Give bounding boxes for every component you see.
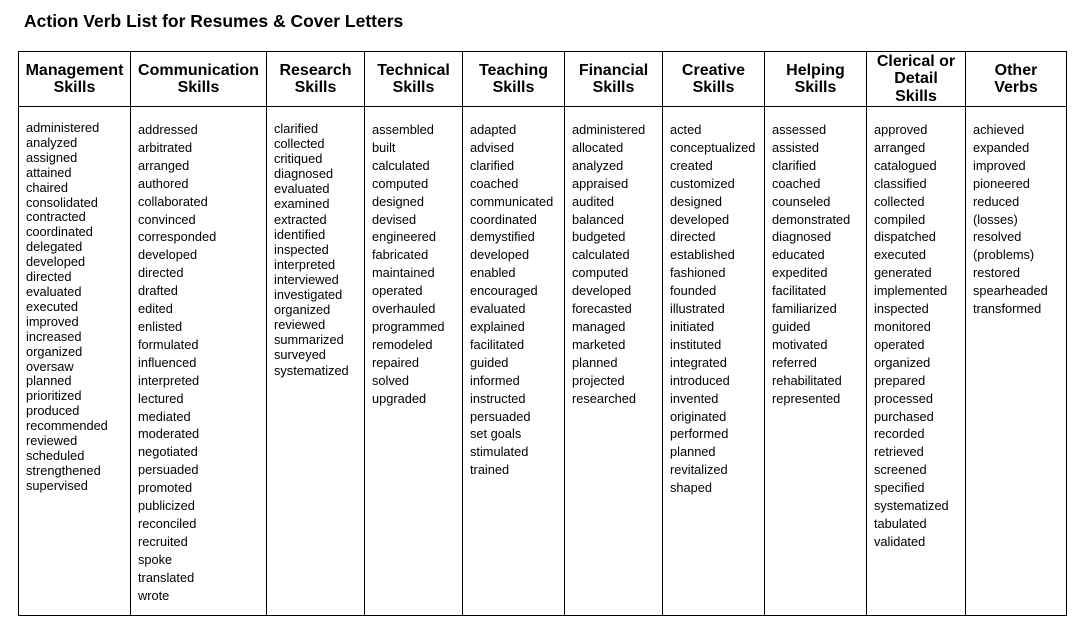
column-header-teaching	[463, 52, 565, 107]
header-line: Skills	[895, 87, 937, 105]
verb-item: performed	[670, 426, 729, 442]
verb-item: supervised	[26, 477, 88, 493]
verb-item: dispatched	[874, 229, 936, 245]
verb-item: integrated	[670, 354, 727, 370]
verb-list-helping	[765, 107, 866, 408]
verb-item: attained	[26, 164, 72, 180]
verb-item: negotiated	[138, 444, 198, 460]
verb-item: surveyed	[274, 347, 326, 363]
verb-item: facilitated	[772, 283, 827, 299]
verb-item: addressed	[138, 122, 198, 137]
header-line: Communication	[138, 61, 259, 79]
verb-item: tabulated	[874, 515, 927, 531]
verb-item: demystified	[470, 229, 535, 245]
header-line: Verbs	[994, 79, 1038, 96]
verb-item: fabricated	[372, 247, 429, 263]
verb-item: researched	[572, 390, 637, 406]
verb-item: assembled	[372, 122, 434, 137]
verb-item: operated	[874, 336, 925, 352]
verb-item: reconciled	[138, 515, 197, 531]
verb-item: founded	[670, 283, 717, 299]
verb-item: reviewed	[274, 317, 326, 333]
verb-item: strengthened	[26, 462, 101, 478]
verb-item: instructed	[470, 390, 526, 406]
column-header-other	[966, 52, 1067, 107]
verb-item: purchased	[874, 408, 934, 424]
verb-item: collected	[874, 193, 925, 209]
verb-item: approved	[874, 122, 928, 137]
verb-item: edited	[138, 301, 173, 317]
verb-item: corresponded	[138, 229, 217, 245]
header-line: Research	[279, 61, 352, 79]
verb-item: created	[670, 157, 713, 173]
verb-item: interpreted	[274, 256, 336, 272]
verb-item: maintained	[372, 265, 435, 281]
verb-item: referred	[772, 354, 817, 370]
verb-item: developed	[26, 254, 86, 270]
verb-item: interviewed	[274, 271, 339, 287]
verb-item: initiated	[670, 318, 715, 334]
verb-item: (problems)	[973, 247, 1035, 263]
header-line: Management	[25, 61, 124, 79]
verb-item: administered	[26, 120, 100, 135]
verb-item: evaluated	[26, 283, 82, 299]
verb-item: forecasted	[572, 301, 632, 317]
verb-item: encouraged	[470, 283, 538, 299]
verb-item: programmed	[372, 318, 445, 334]
verb-item: oversaw	[26, 358, 74, 374]
verb-item: collaborated	[138, 193, 208, 209]
column-header-creative	[663, 52, 765, 107]
verb-item: reduced	[973, 193, 1020, 209]
verb-item: translated	[138, 569, 195, 585]
verb-item: inspected	[874, 301, 929, 317]
verb-item: enlisted	[138, 318, 183, 334]
column-header-research	[267, 52, 365, 107]
verb-item: improved	[973, 157, 1026, 173]
verb-list-technical	[365, 107, 462, 408]
verb-item: spearheaded	[973, 283, 1048, 299]
verb-item: guided	[772, 318, 811, 334]
header-line: Skills	[492, 79, 535, 96]
verb-item: processed	[874, 390, 934, 406]
verb-list-other	[966, 107, 1066, 318]
header-line: Clerical or	[876, 52, 956, 70]
verb-item: shaped	[670, 480, 712, 496]
verb-item: screened	[874, 462, 927, 478]
verb-item: assessed	[772, 122, 827, 137]
header-line: Skills	[692, 79, 735, 96]
verb-item: expedited	[772, 265, 828, 281]
verb-item: planned	[26, 373, 72, 389]
header-line: Other	[994, 61, 1038, 79]
verb-list-teaching	[463, 107, 564, 479]
verb-item: planned	[670, 444, 716, 460]
verb-item: monitored	[874, 318, 931, 334]
verb-item: spoke	[138, 551, 173, 567]
verb-item: informed	[470, 372, 520, 388]
verb-item: demonstrated	[772, 211, 851, 227]
verb-list-clerical	[867, 107, 965, 551]
verb-item: educated	[772, 247, 825, 263]
verb-item: reviewed	[26, 433, 78, 449]
header-line: Teaching	[478, 61, 549, 79]
verb-item: recruited	[138, 533, 188, 549]
verb-item: arbitrated	[138, 139, 193, 155]
verb-item: expanded	[973, 139, 1030, 155]
verb-item: trained	[470, 462, 510, 478]
verb-item: (losses)	[973, 211, 1018, 227]
verb-item: pioneered	[973, 175, 1030, 191]
verb-list-communication	[131, 107, 266, 604]
verb-item: increased	[26, 328, 82, 344]
verb-item: promoted	[138, 480, 193, 496]
column-cell-technical	[365, 107, 463, 616]
verb-item: critiqued	[274, 151, 323, 167]
column-header-communication	[131, 52, 267, 107]
verb-item: lectured	[138, 390, 184, 406]
verb-item: improved	[26, 313, 79, 329]
verb-item: customized	[670, 175, 735, 191]
header-line: Financial	[578, 61, 649, 79]
verb-item: scheduled	[26, 447, 85, 463]
header-line: Skills	[53, 79, 96, 96]
verb-item: operated	[372, 283, 423, 299]
verb-item: overhauled	[372, 301, 436, 317]
header-line: Technical	[377, 61, 450, 79]
verb-item: arranged	[138, 157, 190, 173]
verb-item: counseled	[772, 193, 831, 209]
verb-item: extracted	[274, 211, 327, 227]
verb-item: wrote	[138, 587, 170, 603]
verb-item: retrieved	[874, 444, 924, 460]
verb-item: analyzed	[572, 157, 624, 173]
verb-item: facilitated	[470, 336, 525, 352]
verb-item: analyzed	[26, 134, 78, 150]
header-line: Skills	[294, 79, 337, 96]
verb-item: repaired	[372, 354, 419, 370]
verb-item: introduced	[670, 372, 730, 388]
verb-item: generated	[874, 265, 932, 281]
verb-item: built	[372, 139, 396, 155]
verb-item: guided	[470, 354, 509, 370]
verb-item: evaluated	[274, 181, 330, 197]
verb-item: organized	[26, 343, 83, 359]
verb-item: clarified	[772, 157, 817, 173]
verb-item: summarized	[274, 332, 344, 348]
header-line: Helping	[786, 61, 845, 79]
verb-item: devised	[372, 211, 417, 227]
action-verb-table	[18, 51, 1067, 616]
verb-item: developed	[138, 247, 198, 263]
verb-item: designed	[670, 193, 722, 209]
verb-item: systematized	[874, 498, 949, 514]
verb-item: convinced	[138, 211, 196, 227]
verb-item: assigned	[26, 149, 78, 165]
verb-item: balanced	[572, 211, 624, 227]
verb-item: authored	[138, 175, 189, 191]
verb-item: organized	[874, 354, 931, 370]
verb-item: computed	[572, 265, 629, 281]
header-row	[19, 52, 1067, 107]
verb-item: collected	[274, 136, 325, 152]
verb-item: examined	[274, 196, 330, 212]
verb-item: moderated	[138, 426, 200, 442]
verb-item: coached	[470, 175, 519, 191]
verb-item: recorded	[874, 426, 925, 442]
verb-item: diagnosed	[274, 166, 334, 182]
verb-item: rehabilitated	[772, 372, 842, 388]
column-cell-management	[19, 107, 131, 616]
column-header-financial	[565, 52, 663, 107]
column-header-helping	[765, 52, 867, 107]
column-cell-helping	[765, 107, 867, 616]
verb-item: marketed	[572, 336, 626, 352]
verb-item: compiled	[874, 211, 926, 227]
verb-item: instituted	[670, 336, 722, 352]
verb-item: engineered	[372, 229, 437, 245]
verb-item: inspected	[274, 241, 329, 257]
verb-item: developed	[470, 247, 530, 263]
verb-item: established	[670, 247, 735, 263]
verb-item: validated	[874, 533, 926, 549]
verb-item: publicized	[138, 498, 195, 514]
verb-item: planned	[572, 354, 618, 370]
verb-item: contracted	[26, 209, 86, 225]
verb-item: produced	[26, 403, 80, 419]
column-cell-communication	[131, 107, 267, 616]
verb-item: persuaded	[138, 462, 199, 478]
verb-item: assisted	[772, 139, 819, 155]
verb-item: invented	[670, 390, 719, 406]
verb-item: explained	[470, 318, 525, 334]
verb-item: illustrated	[670, 301, 725, 317]
header-line: Skills	[592, 79, 635, 96]
verb-item: clarified	[274, 121, 319, 136]
verb-item: computed	[372, 175, 429, 191]
column-header-management	[19, 52, 131, 107]
verb-item: calculated	[372, 157, 430, 173]
column-cell-clerical	[867, 107, 966, 616]
verb-item: developed	[670, 211, 730, 227]
verb-item: adapted	[470, 122, 517, 137]
verb-item: prioritized	[26, 388, 82, 404]
verb-item: fashioned	[670, 265, 726, 281]
verb-item: persuaded	[470, 408, 531, 424]
verb-item: identified	[274, 226, 326, 242]
verb-list-research	[267, 107, 364, 378]
verb-item: chaired	[26, 179, 68, 195]
verb-item: classified	[874, 175, 927, 191]
verb-item: communicated	[470, 193, 554, 209]
verb-item: consolidated	[26, 194, 98, 210]
verb-item: coached	[772, 175, 821, 191]
verb-item: designed	[372, 193, 424, 209]
page-title: Action Verb List for Resumes & Cover Letters	[24, 11, 404, 31]
verb-item: enabled	[470, 265, 516, 281]
verb-item: influenced	[138, 354, 197, 370]
verb-item: stimulated	[470, 444, 529, 460]
verb-item: revitalized	[670, 462, 728, 478]
verb-item: represented	[772, 390, 841, 406]
column-cell-creative	[663, 107, 765, 616]
verb-item: audited	[572, 193, 614, 209]
column-cell-financial	[565, 107, 663, 616]
header-line: Skills	[794, 79, 837, 96]
verb-item: acted	[670, 122, 702, 137]
verb-item: managed	[572, 318, 626, 334]
verb-item: specified	[874, 480, 925, 496]
verb-item: motivated	[772, 336, 828, 352]
verb-item: upgraded	[372, 390, 427, 406]
verb-item: formulated	[138, 336, 199, 352]
verb-item: remodeled	[372, 336, 433, 352]
verb-item: coordinated	[470, 211, 537, 227]
verb-item: mediated	[138, 408, 191, 424]
verb-item: executed	[874, 247, 926, 263]
header-line: Skills	[177, 79, 220, 96]
verb-item: delegated	[26, 239, 83, 255]
verb-list-financial	[565, 107, 662, 408]
verb-item: systematized	[274, 362, 349, 378]
column-header-clerical	[867, 52, 966, 107]
column-header-technical	[365, 52, 463, 107]
verb-item: conceptualized	[670, 139, 756, 155]
verb-item: transformed	[973, 301, 1042, 317]
verb-item: solved	[372, 372, 409, 388]
verb-item: projected	[572, 372, 625, 388]
verb-item: calculated	[572, 247, 630, 263]
verb-item: familiarized	[772, 301, 837, 317]
verb-item: budgeted	[572, 229, 626, 245]
verb-item: allocated	[572, 139, 624, 155]
verb-list-management	[19, 107, 130, 494]
verb-item: prepared	[874, 372, 926, 388]
verb-item: executed	[26, 298, 78, 314]
column-cell-other	[966, 107, 1067, 616]
verb-item: appraised	[572, 175, 629, 191]
verb-item: restored	[973, 265, 1020, 281]
verb-item: directed	[26, 269, 72, 285]
verb-list-creative	[663, 107, 764, 497]
column-cell-research	[267, 107, 365, 616]
verb-item: arranged	[874, 139, 926, 155]
header-line: Creative	[681, 61, 746, 79]
verb-item: directed	[670, 229, 716, 245]
verb-item: organized	[274, 302, 331, 318]
verb-item: directed	[138, 265, 184, 281]
verb-item: resolved	[973, 229, 1022, 245]
verb-item: diagnosed	[772, 229, 832, 245]
verb-item: interpreted	[138, 372, 200, 388]
verb-item: evaluated	[470, 301, 526, 317]
verb-item: developed	[572, 283, 632, 299]
verb-item: recommended	[26, 418, 108, 434]
verbs-row	[19, 107, 1067, 616]
verb-item: drafted	[138, 283, 178, 299]
header-line: Skills	[392, 79, 435, 96]
verb-item: set goals	[470, 426, 522, 442]
verb-item: administered	[572, 122, 646, 137]
verb-item: advised	[470, 139, 515, 155]
verb-item: clarified	[470, 157, 515, 173]
verb-item: investigated	[274, 287, 343, 303]
header-line: Detail	[894, 70, 938, 88]
verb-item: catalogued	[874, 157, 937, 173]
verb-item: achieved	[973, 122, 1025, 137]
verb-item: coordinated	[26, 224, 93, 240]
column-cell-teaching	[463, 107, 565, 616]
verb-item: originated	[670, 408, 727, 424]
verb-item: implemented	[874, 283, 948, 299]
